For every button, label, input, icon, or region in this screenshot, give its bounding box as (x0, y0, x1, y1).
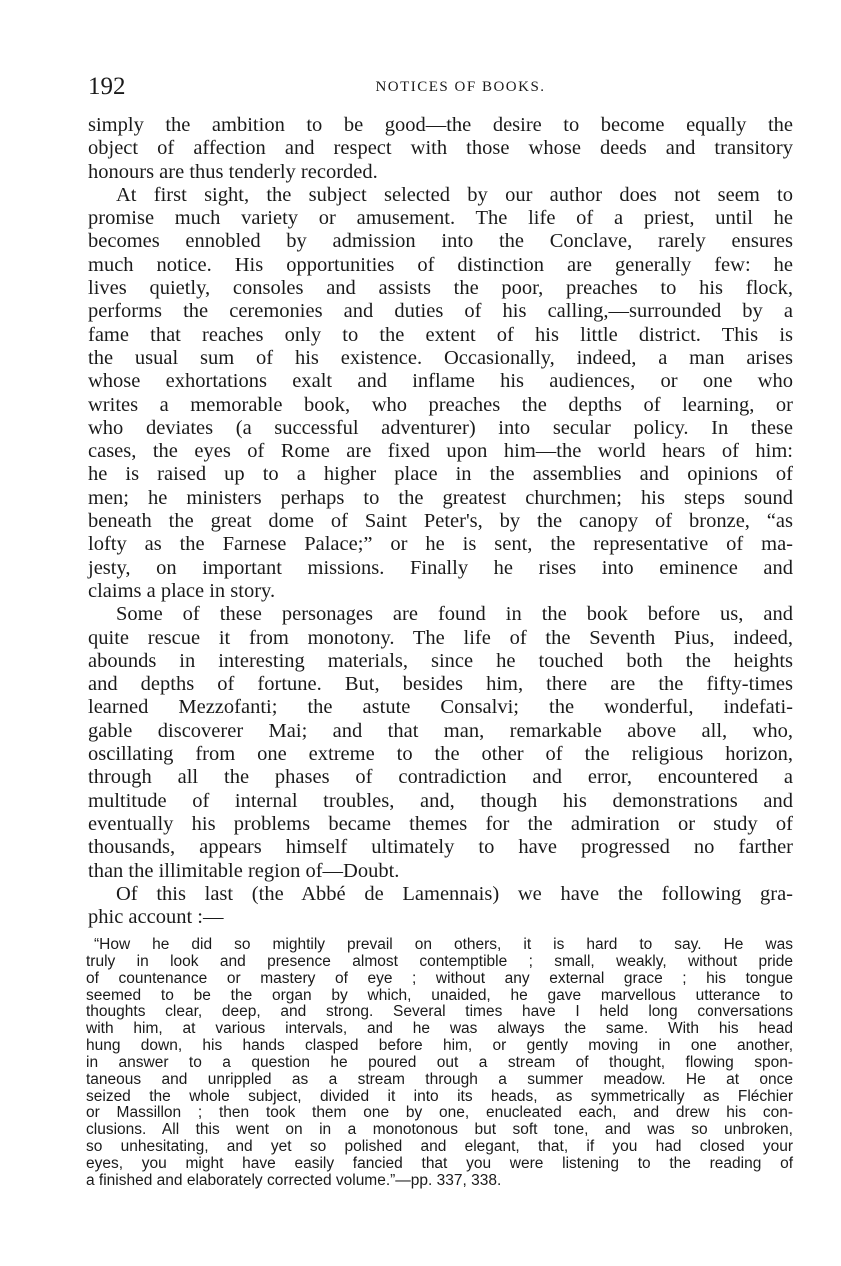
quote-line: seized the whole subject, divided it into its heads, as symmetrically as Fléchier (86, 1087, 793, 1105)
quote-line: in answer to a question he poured out a stream of thought, flowing spon- (86, 1053, 793, 1071)
text-line: whose exhortations exalt and inflame his audiences, or one who (88, 370, 793, 393)
text-line: than the illimitable region of—Doubt. (88, 859, 400, 882)
paragraph (88, 114, 793, 184)
text-line: claims a place in story. (88, 579, 276, 602)
text-line: phic account :— (88, 906, 224, 929)
quote-line: clusions. All this went on in a monotonous but soft tone, and was so unbroken, (86, 1121, 793, 1139)
text-line: performs the ceremonies and duties of his calling,—surrounded by a (88, 300, 793, 323)
text-line: learned Mezzofanti; the astute Consalvi; the wonderful, indefati- (88, 696, 793, 719)
quote-line: truly in look and presence almost contemptible ; small, weakly, without pride (86, 952, 793, 970)
paragraph (88, 883, 793, 930)
quote-line: of countenance or mastery of eye ; without any external grace ; his tongue (86, 969, 793, 987)
paragraph (88, 184, 793, 603)
text-line: gable discoverer Mai; and that man, remarkable above all, who, (88, 719, 793, 742)
section-title: NOTICES OF BOOKS. (375, 79, 546, 95)
text-line: promise much variety or amusement. The life of a priest, until he (88, 207, 793, 230)
text-line: abounds in interesting materials, since he touched both the heights (88, 649, 793, 672)
text-line: simply the ambition to be good—the desire to become equally the (88, 114, 793, 136)
quote-line: seemed to be the organ by which, unaided, he gave marvellous utterance to (86, 986, 793, 1004)
quote-line: or Massillon ; then took them one by one, enucleated each, and drew his con- (86, 1104, 793, 1122)
quote-line: so unhesitating, and yet so polished and elegant, that, if you had closed your (86, 1138, 793, 1156)
text-line: the usual sum of his existence. Occasionally, indeed, a man arises (88, 346, 793, 369)
running-head (88, 72, 793, 102)
quote-line: hung down, his hands clasped before him, or gently moving in one another, (86, 1037, 793, 1055)
quote-line: with him, at various intervals, and he was always the same. With his head (86, 1020, 793, 1038)
quote-line: eyes, you might have easily fancied that you were listening to the reading of (86, 1154, 793, 1172)
text-line: fame that reaches only to the extent of his little district. This is (88, 323, 793, 346)
text-line: cases, the eyes of Rome are fixed upon him—the world hears of him: (88, 440, 793, 463)
text-line: honours are thus tenderly recorded. (88, 160, 378, 183)
text-line: thousands, appears himself ultimately to have progressed no farther (88, 836, 793, 859)
text-line: Some of these personages are found in the book before us, and (116, 603, 793, 626)
text-line: becomes ennobled by admission into the Conclave, rarely ensures (88, 230, 793, 253)
text-line: much notice. His opportunities of distinction are generally few: he (88, 253, 793, 276)
text-line: lives quietly, consoles and assists the poor, preaches to his flock, (88, 277, 793, 300)
quote-line: a finished and elaborately corrected volume.”—pp. 337, 338. (86, 1171, 502, 1189)
text-line: quite rescue it from monotony. The life of the Seventh Pius, indeed, (88, 626, 793, 649)
text-line: multitude of internal troubles, and, though his demonstrations and (88, 789, 793, 812)
text-line: oscillating from one extreme to the other of the religious horizon, (88, 743, 793, 766)
body-text (88, 114, 793, 929)
page-number: 192 (88, 73, 126, 100)
text-line: and depths of fortune. But, besides him, there are the fifty-times (88, 673, 793, 696)
text-line: beneath the great dome of Saint Peter's, by the canopy of bronze, “as (88, 510, 793, 533)
text-line: jesty, on important missions. Finally he rises into eminence and (88, 556, 793, 579)
text-line: lofty as the Farnese Palace;” or he is sent, the representative of ma- (88, 533, 793, 556)
text-line: he is raised up to a higher place in the assemblies and opinions of (88, 463, 793, 486)
text-line: Of this last (the Abbé de Lamennais) we have the following gra- (116, 882, 793, 905)
text-line: who deviates (a successful adventurer) into secular policy. In these (88, 416, 793, 439)
quote-line: “How he did so mightily prevail on others, it is hard to say. He was (94, 936, 793, 953)
text-line: eventually his problems became themes for the admiration or study of (88, 812, 793, 835)
text-line: men; he ministers perhaps to the greatest churchmen; his steps sound (88, 486, 793, 509)
quote-line: thoughts clear, deep, and strong. Several times have I held long conversations (86, 1003, 793, 1021)
text-line: At first sight, the subject selected by our author does not seem to (116, 183, 793, 206)
text-line: writes a memorable book, who preaches the depths of learning, or (88, 393, 793, 416)
text-line: through all the phases of contradiction and error, encountered a (88, 766, 793, 789)
quote-line: taneous and unrippled as a stream through a summer meadow. He at once (86, 1070, 793, 1088)
block-quote (86, 937, 793, 1190)
paragraph (88, 603, 793, 883)
text-line: object of affection and respect with those whose deeds and transitory (88, 137, 793, 160)
